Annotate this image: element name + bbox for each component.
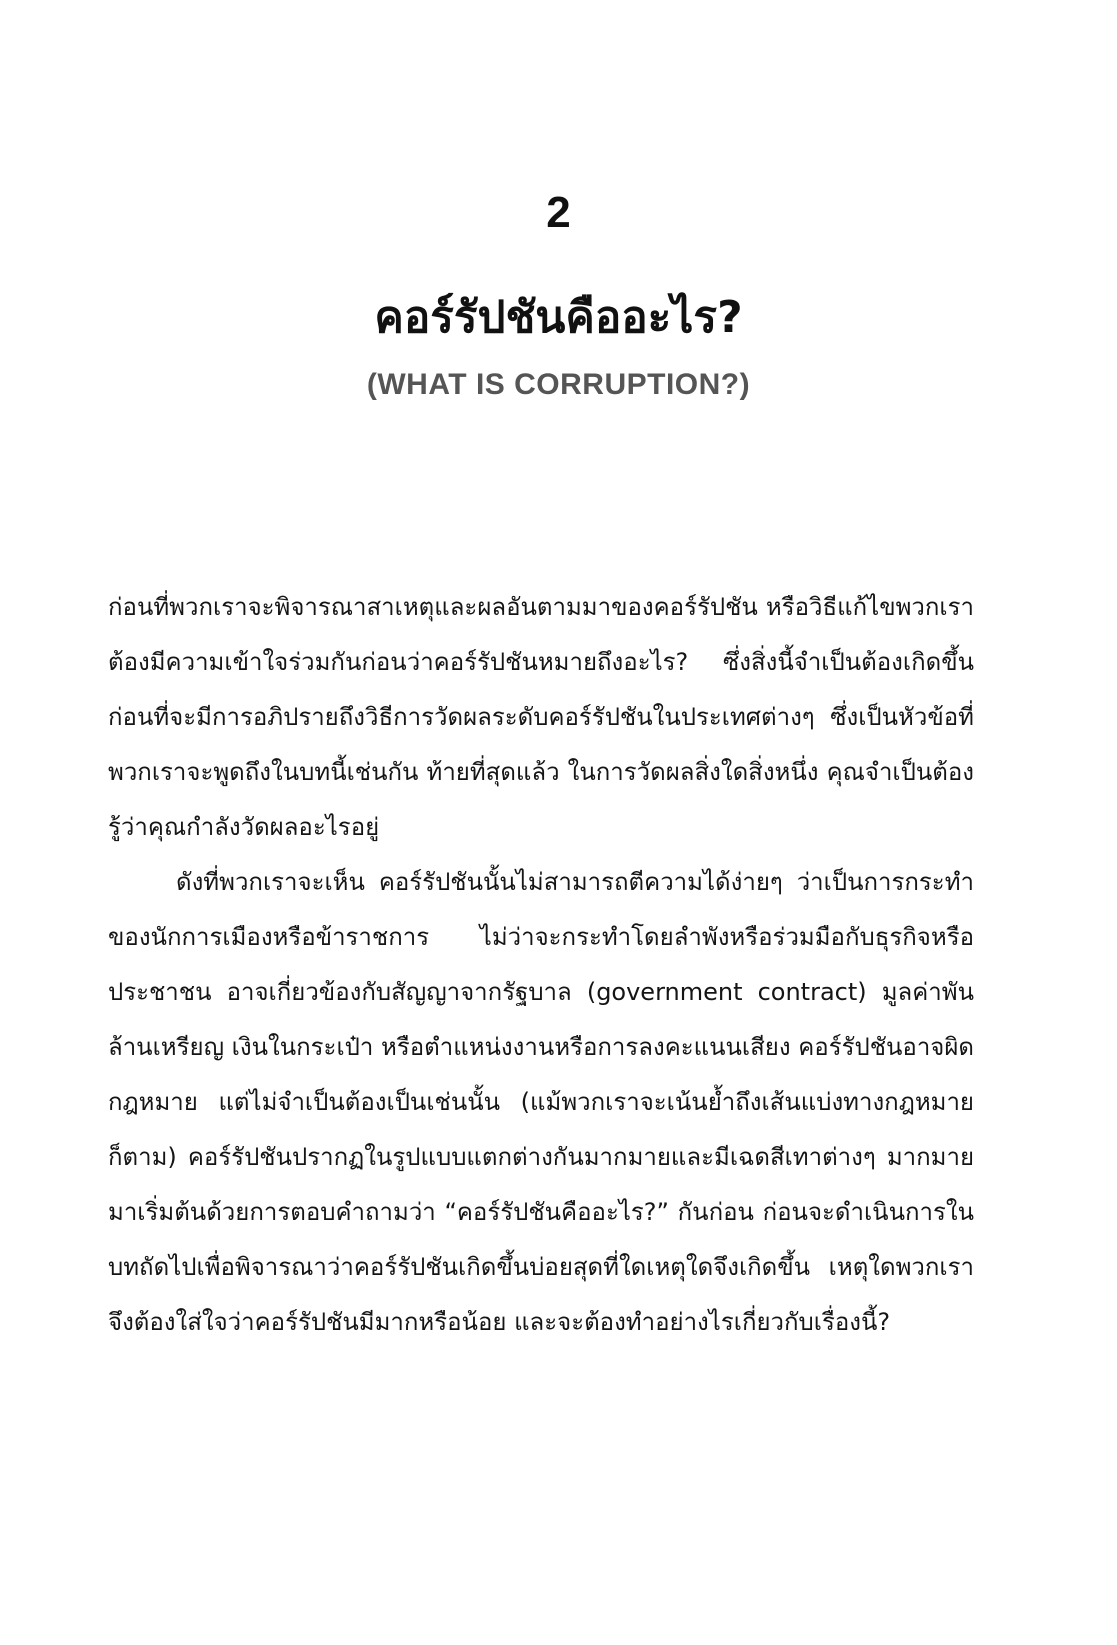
paragraph: ก่อนที่พวกเราจะพิจารณาสาเหตุและผลอันตามมาของคอร์รัปชัน หรือวิธีแก้ไขพวกเราต้องมีความเข้าใจร่วมกันก่อนว่าคอร์รัปชันหมายถึงอะไร? ซึ่งสิ่งนี้จำเป็นต้องเกิดขึ้นก่อนที่จะมีการอภิปรายถึงวิธีการวัดผลระดับคอร์รัปชันในประเทศต่างๆ ซึ่งเป็นหัวข้อที่พวกเราจะพูดถึงในบทนี้เช่นกัน ท้ายที่สุดแล้ว ในการวัดผลสิ่งใดสิ่งหนึ่ง คุณจำเป็นต้องรู้ว่าคุณกำลังวัดผลอะไรอยู่ bbox=[108, 593, 974, 841]
body-text bbox=[108, 580, 974, 1350]
chapter-subtitle: (WHAT IS CORRUPTION?) bbox=[366, 368, 751, 401]
chapter-number: 2 bbox=[546, 188, 571, 237]
paragraph: ดังที่พวกเราจะเห็น คอร์รัปชันนั้นไม่สามารถตีความได้ง่ายๆ ว่าเป็นการกระทำของนักการเมืองหรือข้าราชการ ไม่ว่าจะกระทำโดยลำพังหรือร่วมมือกับธุรกิจหรือประชาชน อาจเกี่ยวข้องกับสัญญาจากรัฐบาล (government contract) มูลค่าพันล้านเหรียญ เงินในกระเป๋า หรือตำแหน่งงานหรือการลงคะแนนเสียง คอร์รัปชันอาจผิดกฎหมาย แต่ไม่จำเป็นต้องเป็นเช่นนั้น (แม้พวกเราจะเน้นย้ำถึงเส้นแบ่งทางกฎหมายก็ตาม) คอร์รัปชันปรากฏในรูปแบบแตกต่างกันมากมายและมีเฉดสีเทาต่างๆ มากมาย มาเริ่มต้นด้วยการตอบคำถามว่า “คอร์รัปชันคืออะไร?” กันก่อน ก่อนจะดำเนินการในบทถัดไปเพื่อพิจารณาว่าคอร์รัปชันเกิดขึ้นบ่อยสุดที่ใดเหตุใดจึงเกิดขึ้น เหตุใดพวกเราจึงต้องใส่ใจว่าคอร์รัปชันมีมากหรือน้อย และจะต้องทำอย่างไรเกี่ยวกับเรื่องนี้? bbox=[108, 868, 974, 1336]
chapter-title: คอร์รัปชันคืออะไร? bbox=[374, 292, 743, 343]
